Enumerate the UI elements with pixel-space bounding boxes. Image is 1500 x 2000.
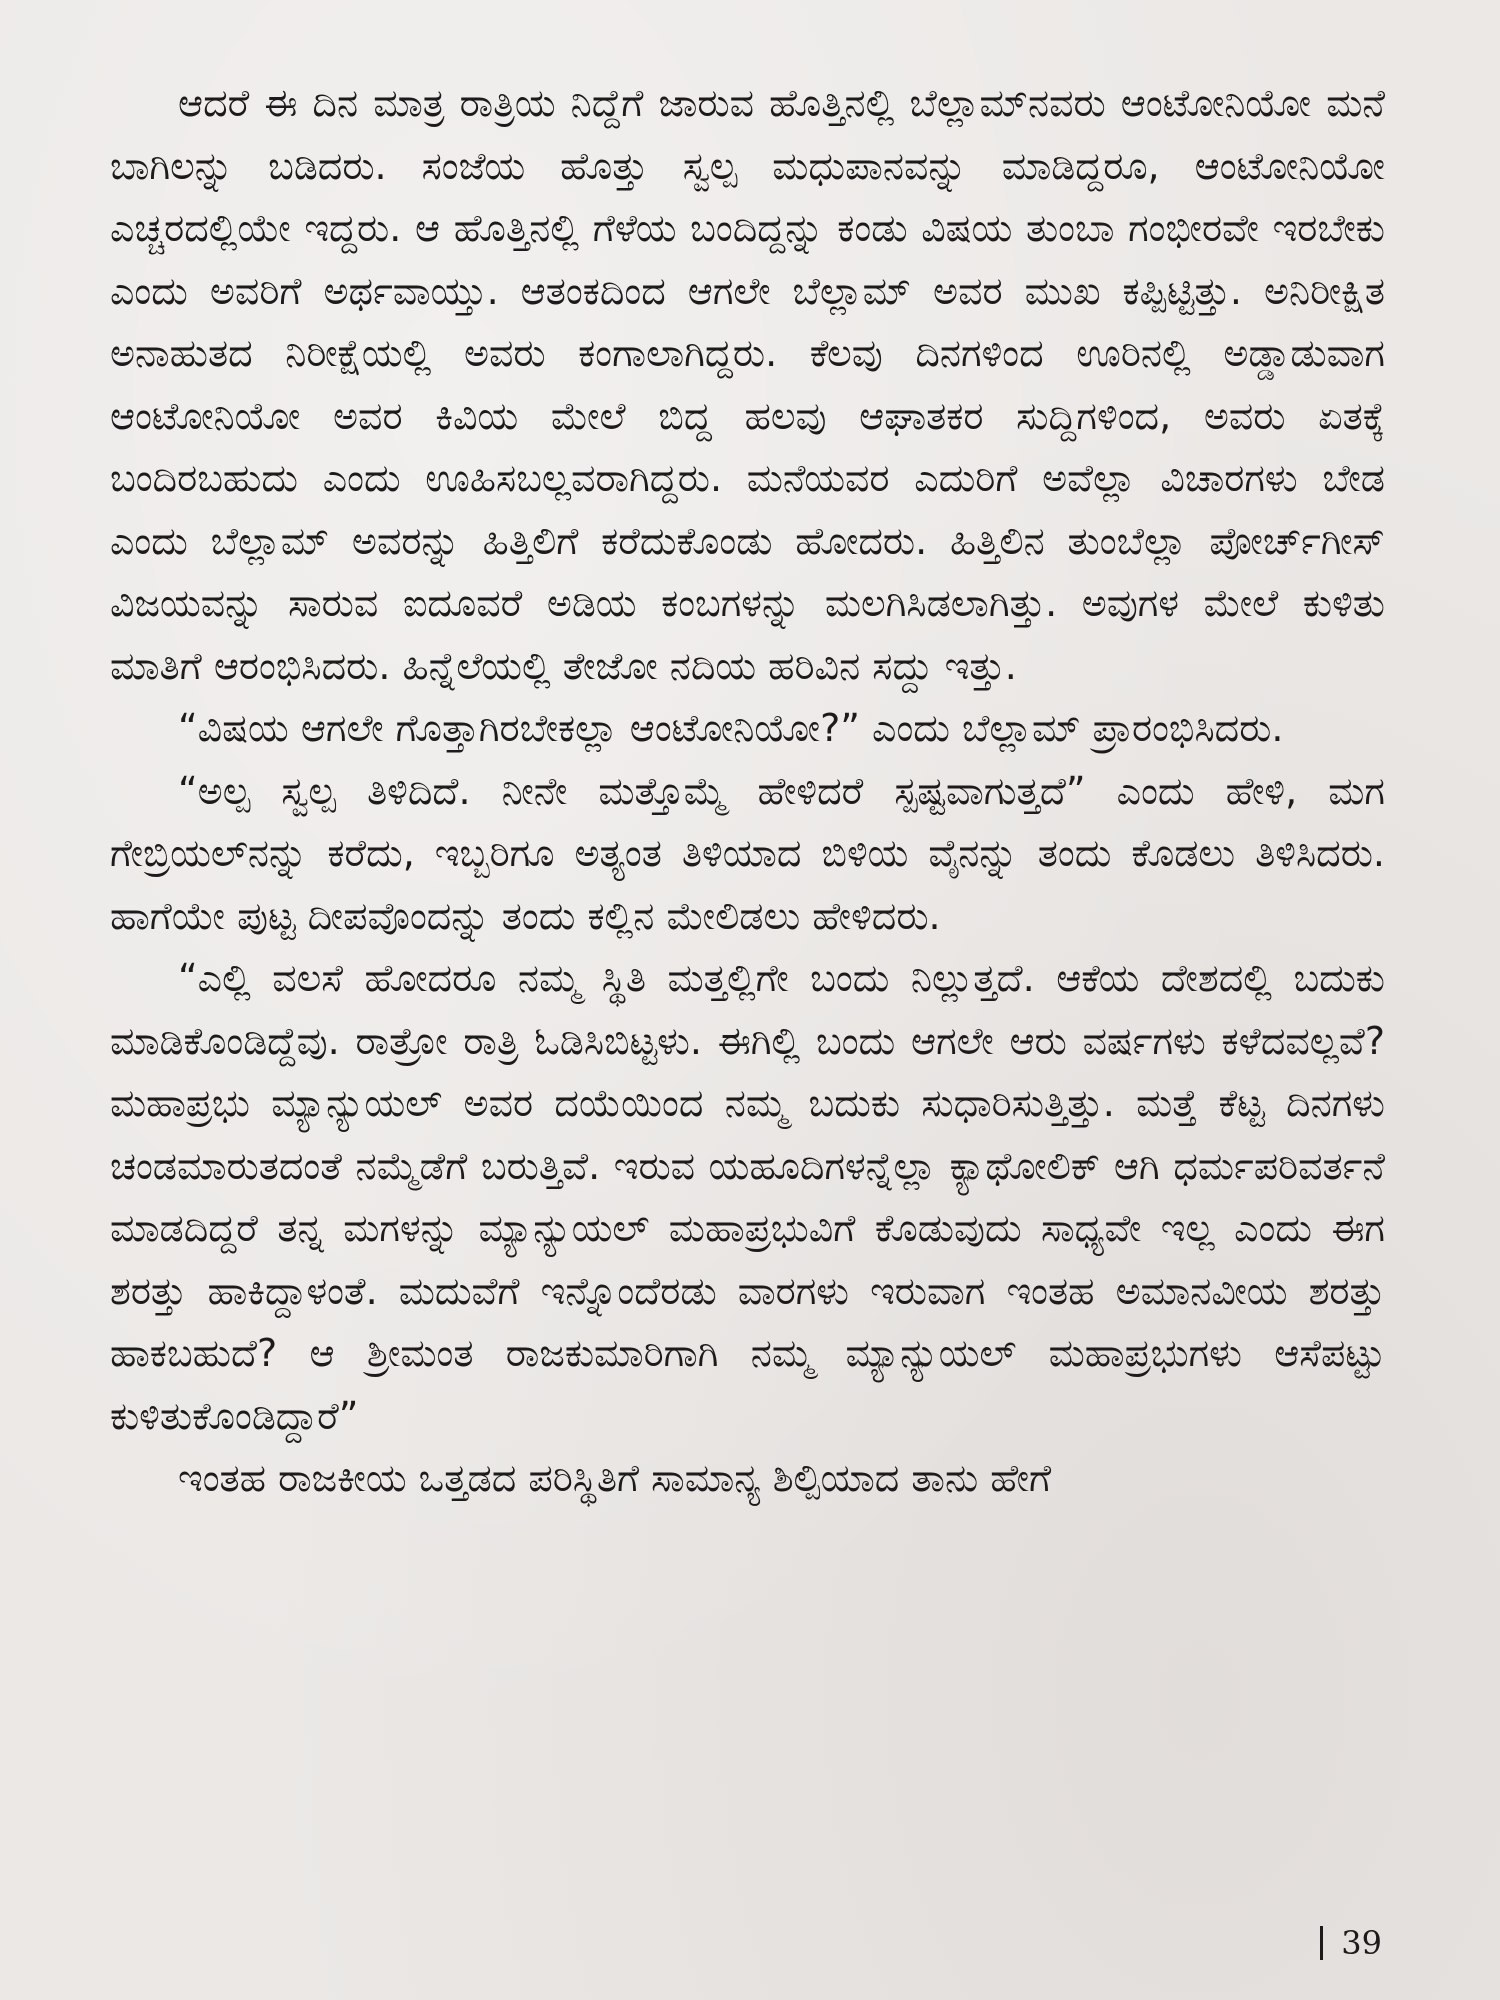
body-text (110, 72, 1385, 1510)
paragraph-2: “ವಿಷಯ ಆಗಲೇ ಗೊತ್ತಾಗಿರಬೇಕಲ್ಲಾ ಆಂಟೋನಿಯೋ?” ಎಂದು ಬೆಲ್ಲಾಮ್ ಪ್ರಾರಂಭಿಸಿದರು. (178, 706, 1284, 750)
paragraph-5: ಇಂತಹ ರಾಜಕೀಯ ಒತ್ತಡದ ಪರಿಸ್ಥಿತಿಗೆ ಸಾಮಾನ್ಯ ಶಿಲ್ಪಿಯಾದ ತಾನು ಹೇಗೆ (178, 1456, 1052, 1500)
paragraph-4: “ಎಲ್ಲಿ ವಲಸೆ ಹೋದರೂ ನಮ್ಮ ಸ್ಥಿತಿ ಮತ್ತಲ್ಲಿಗೇ ಬಂದು ನಿಲ್ಲುತ್ತದೆ. ಆಕೆಯ ದೇಶದಲ್ಲಿ ಬದುಕು ಮಾಡಿಕೊಂಡಿದ್ದೆವು. ರಾತ್ರೋ ರಾತ್ರಿ ಓಡಿಸಿಬಿಟ್ಟಳು. ಈಗಿಲ್ಲಿ ಬಂದು ಆಗಲೇ ಆರು ವರ್ಷಗಳು ಕಳೆದವಲ್ಲವೆ? ಮಹಾಪ್ರಭು ಮ್ಯಾನ್ಯುಯಲ್ ಅವರ ದಯೆಯಿಂದ ನಮ್ಮ ಬದುಕು ಸುಧಾರಿಸುತ್ತಿತ್ತು. ಮತ್ತೆ ಕೆಟ್ಟ ದಿನಗಳು ಚಂಡಮಾರುತದಂತೆ ನಮ್ಮೆಡೆಗೆ ಬರುತ್ತಿವೆ. ಇರುವ ಯಹೂದಿಗಳನ್ನೆಲ್ಲಾ ಕ್ಯಾಥೋಲಿಕ್ ಆಗಿ ಧರ್ಮಪರಿವರ್ತನೆ ಮಾಡದಿದ್ದರೆ ತನ್ನ ಮಗಳನ್ನು ಮ್ಯಾನ್ಯುಯಲ್ ಮಹಾಪ್ರಭುವಿಗೆ ಕೊಡುವುದು ಸಾಧ್ಯವೇ ಇಲ್ಲ ಎಂದು ಈಗ ಶರತ್ತು ಹಾಕಿದ್ದಾಳಂತೆ. ಮದುವೆಗೆ ಇನ್ನೊಂದೆರಡು ವಾರಗಳು ಇರುವಾಗ ಇಂತಹ ಅಮಾನವೀಯ ಶರತ್ತು ಹಾಕಬಹುದೆ? ಆ ಶ್ರೀಮಂತ ರಾಜಕುಮಾರಿಗಾಗಿ ನಮ್ಮ ಮ್ಯಾನ್ಯುಯಲ್ ಮಹಾಪ್ರಭುಗಳು ಆಸೆಪಟ್ಟು ಕುಳಿತುಕೊಂಡಿದ್ದಾರೆ” (110, 956, 1385, 1438)
page-footer (1320, 1924, 1382, 1962)
page-number: 39 (1341, 1924, 1382, 1962)
paragraph-3: “ಅಲ್ಪ ಸ್ವಲ್ಪ ತಿಳಿದಿದೆ. ನೀನೇ ಮತ್ತೊಮ್ಮೆ ಹೇಳಿದರೆ ಸ್ಪಷ್ಟವಾಗುತ್ತದೆ” ಎಂದು ಹೇಳಿ, ಮಗ ಗೇಬ್ರಿಯಲ್‌ನನ್ನು ಕರೆದು, ಇಬ್ಬರಿಗೂ ಅತ್ಯಂತ ತಿಳಿಯಾದ ಬಿಳಿಯ ವೈನನ್ನು ತಂದು ಕೊಡಲು ತಿಳಿಸಿದರು. ಹಾಗೆಯೇ ಪುಟ್ಟ ದೀಪವೊಂದನ್ನು ತಂದು ಕಲ್ಲಿನ ಮೇಲಿಡಲು ಹೇಳಿದರು. (110, 768, 1385, 938)
page-number-divider (1320, 1926, 1323, 1960)
paragraph-1: ಆದರೆ ಈ ದಿನ ಮಾತ್ರ ರಾತ್ರಿಯ ನಿದ್ದೆಗೆ ಜಾರುವ ಹೊತ್ತಿನಲ್ಲಿ ಬೆಲ್ಲಾಮ್‌ನವರು ಆಂಟೋನಿಯೋ ಮನೆ ಬಾಗಿಲನ್ನು ಬಡಿದರು. ಸಂಜೆಯ ಹೊತ್ತು ಸ್ವಲ್ಪ ಮಧುಪಾನವನ್ನು ಮಾಡಿದ್ದರೂ, ಆಂಟೋನಿಯೋ ಎಚ್ಚರದಲ್ಲಿಯೇ ಇದ್ದರು. ಆ ಹೊತ್ತಿನಲ್ಲಿ ಗೆಳೆಯ ಬಂದಿದ್ದನ್ನು ಕಂಡು ವಿಷಯ ತುಂಬಾ ಗಂಭೀರವೇ ಇರಬೇಕು ಎಂದು ಅವರಿಗೆ ಅರ್ಥವಾಯ್ತು. ಆತಂಕದಿಂದ ಆಗಲೇ ಬೆಲ್ಲಾಮ್ ಅವರ ಮುಖ ಕಪ್ಪಿಟ್ಟಿತ್ತು. ಅನಿರೀಕ್ಷಿತ ಅನಾಹುತದ ನಿರೀಕ್ಷೆಯಲ್ಲಿ ಅವರು ಕಂಗಾಲಾಗಿದ್ದರು. ಕೆಲವು ದಿನಗಳಿಂದ ಊರಿನಲ್ಲಿ ಅಡ್ಡಾಡುವಾಗ ಆಂಟೋನಿಯೋ ಅವರ ಕಿವಿಯ ಮೇಲೆ ಬಿದ್ದ ಹಲವು ಆಘಾತಕರ ಸುದ್ದಿಗಳಿಂದ, ಅವರು ಏತಕ್ಕೆ ಬಂದಿರಬಹುದು ಎಂದು ಊಹಿಸಬಲ್ಲವರಾಗಿದ್ದರು. ಮನೆಯವರ ಎದುರಿಗೆ ಅವೆಲ್ಲಾ ವಿಚಾರಗಳು ಬೇಡ ಎಂದು ಬೆಲ್ಲಾಮ್ ಅವರನ್ನು ಹಿತ್ತಿಲಿಗೆ ಕರೆದುಕೊಂಡು ಹೋದರು. ಹಿತ್ತಿಲಿನ ತುಂಬೆಲ್ಲಾ ಪೋರ್ಚ್‌ಗೀಸ್ ವಿಜಯವನ್ನು ಸಾರುವ ಐದೂವರೆ ಅಡಿಯ ಕಂಬಗಳನ್ನು ಮಲಗಿಸಿಡಲಾಗಿತ್ತು. ಅವುಗಳ ಮೇಲೆ ಕುಳಿತು ಮಾತಿಗೆ ಆರಂಭಿಸಿದರು. ಹಿನ್ನೆಲೆಯಲ್ಲಿ ತೇಜೋ ನದಿಯ ಹರಿವಿನ ಸದ್ದು ಇತ್ತು. (110, 81, 1385, 688)
